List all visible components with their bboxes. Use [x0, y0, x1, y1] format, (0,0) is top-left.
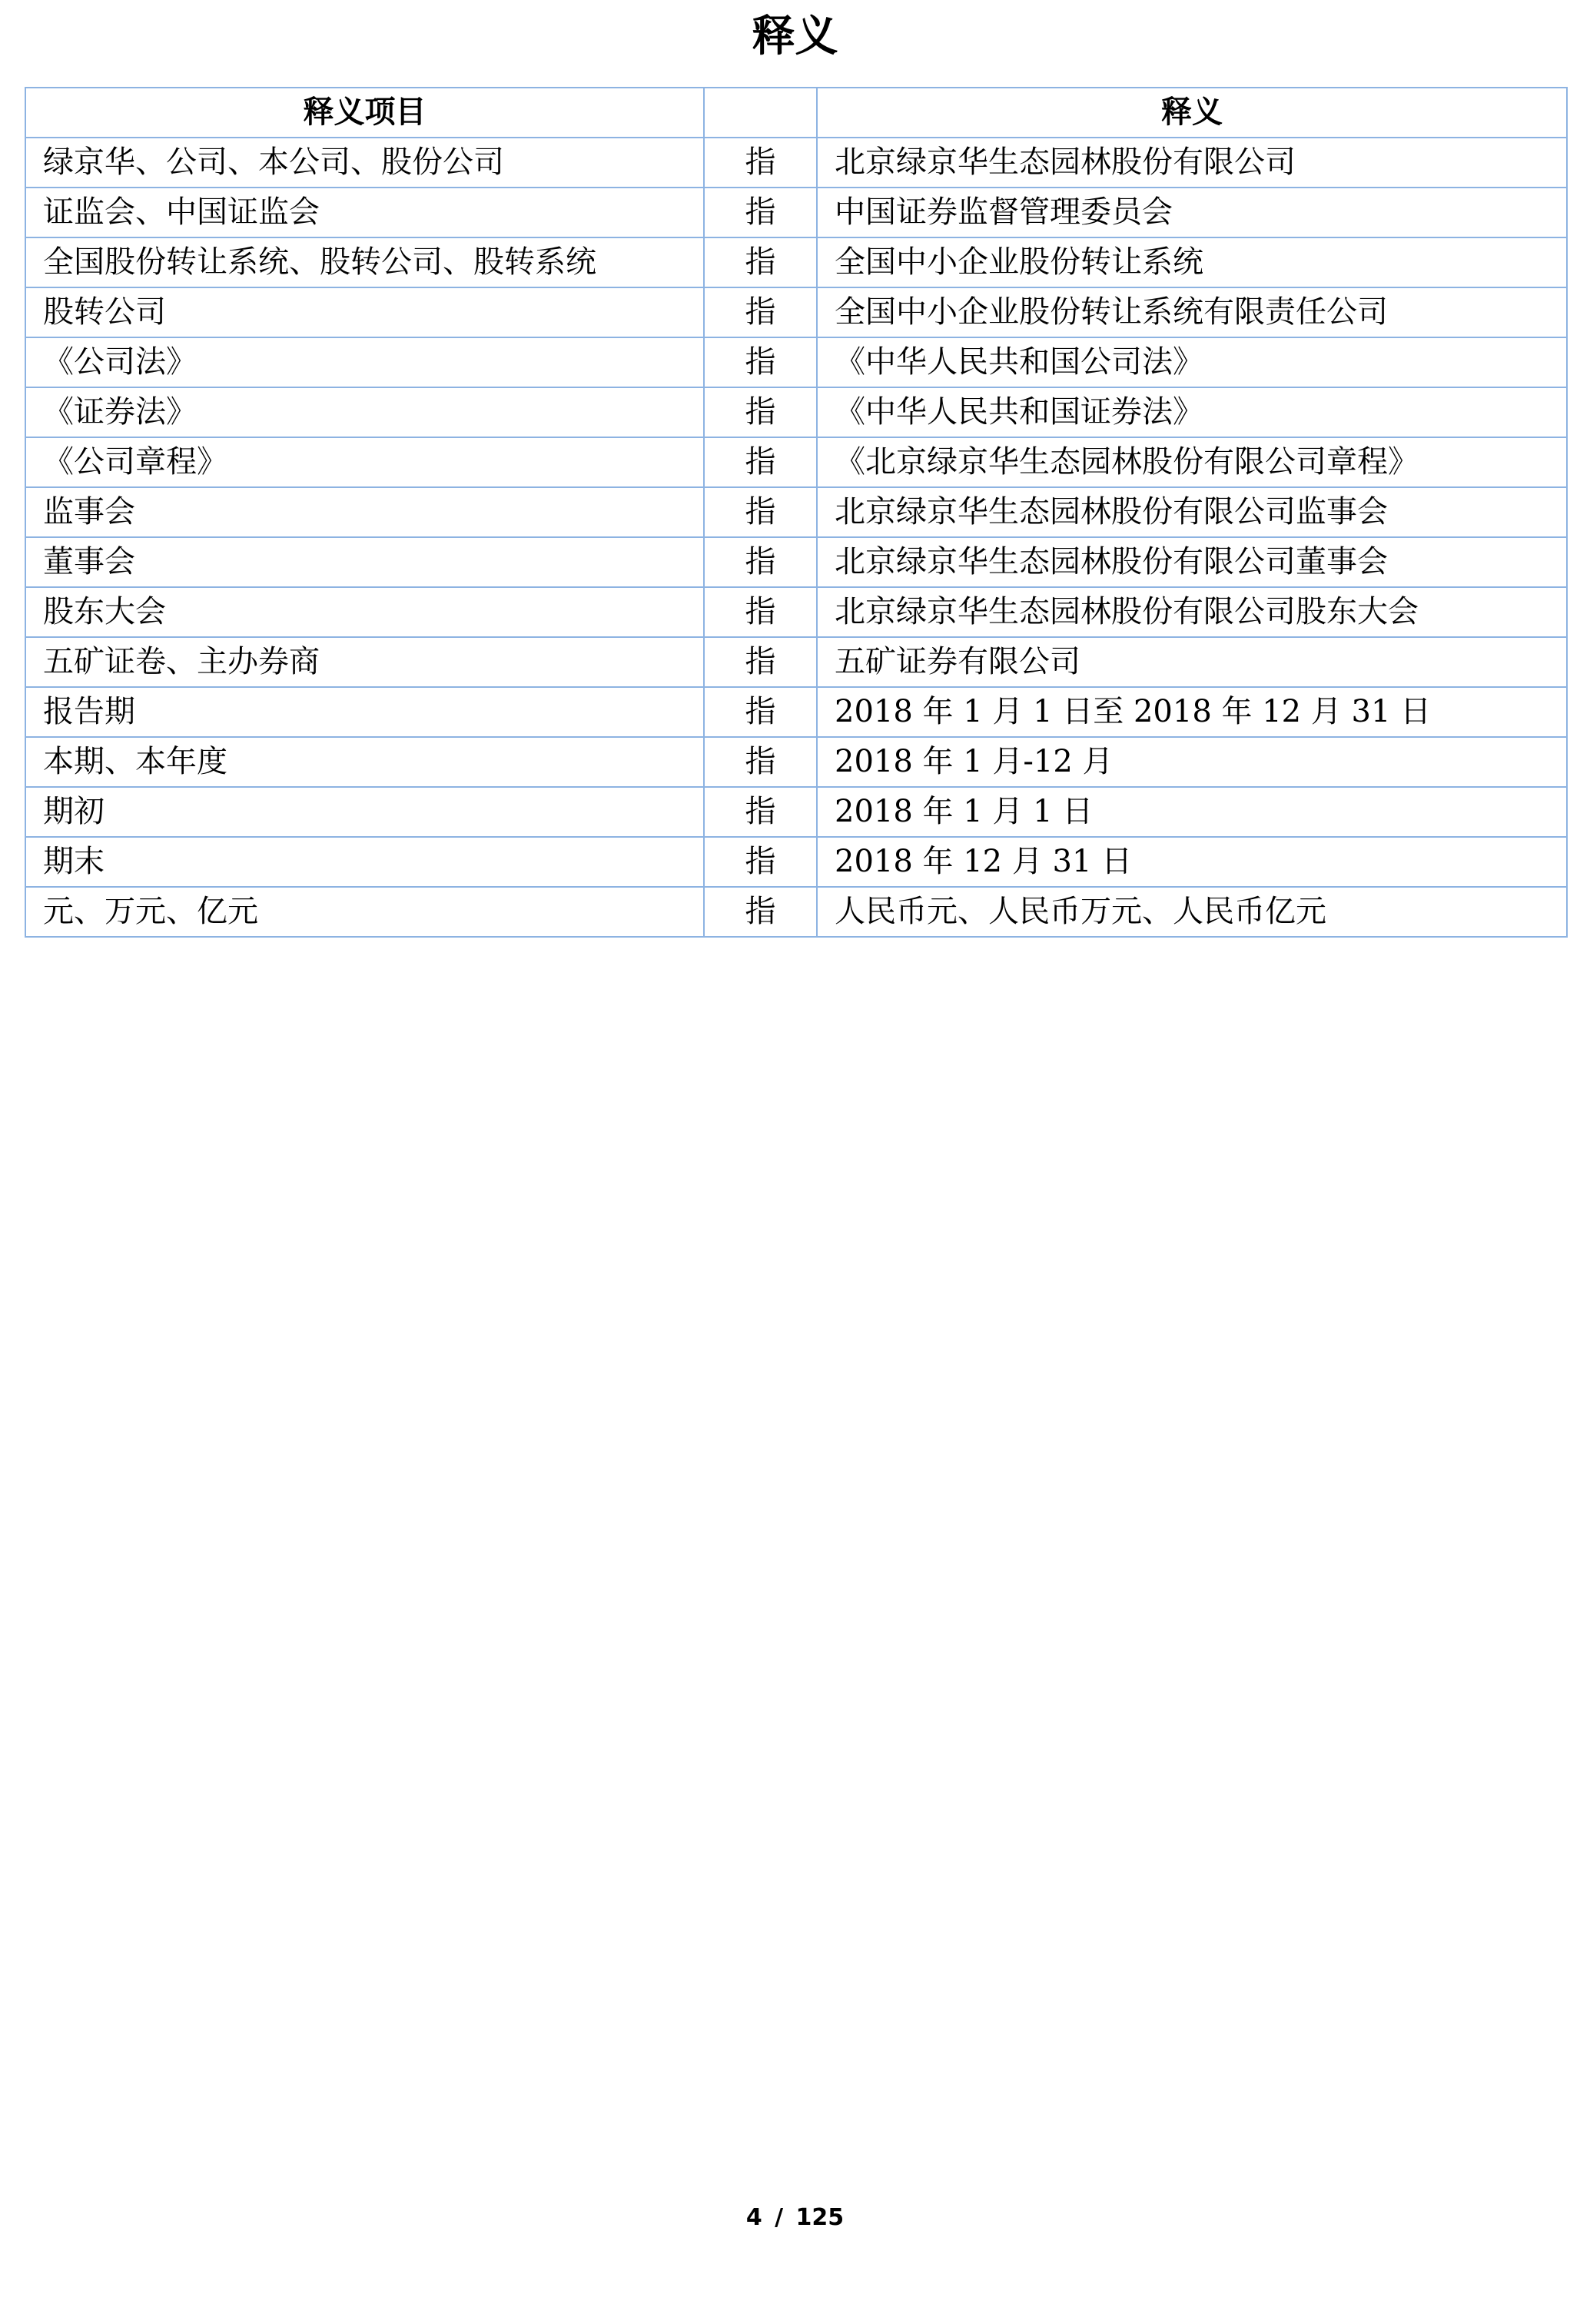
- term-cell: 证监会、中国证监会: [25, 188, 704, 237]
- table-row: [25, 537, 1567, 587]
- meaning-cell: 北京绿京华生态园林股份有限公司监事会: [817, 487, 1567, 537]
- term-cell: 《公司法》: [25, 337, 704, 387]
- refers-to-cell: 指: [704, 837, 817, 887]
- meaning-cell: 中国证券监督管理委员会: [817, 188, 1567, 237]
- meaning-cell: 《北京绿京华生态园林股份有限公司章程》: [817, 437, 1567, 487]
- table-row: [25, 687, 1567, 737]
- meaning-cell: 2018 年 1 月 1 日至 2018 年 12 月 31 日: [817, 687, 1567, 737]
- table-row: [25, 237, 1567, 287]
- table-header-row: [25, 88, 1567, 138]
- term-cell: 本期、本年度: [25, 737, 704, 787]
- table-row: [25, 787, 1567, 837]
- term-cell: 元、万元、亿元: [25, 887, 704, 937]
- table-row: [25, 387, 1567, 437]
- refers-to-cell: 指: [704, 337, 817, 387]
- table-row: [25, 337, 1567, 387]
- table-row: [25, 587, 1567, 637]
- table-row: [25, 437, 1567, 487]
- table-row: [25, 487, 1567, 537]
- table-row: [25, 287, 1567, 337]
- refers-to-cell: 指: [704, 437, 817, 487]
- meaning-cell: 人民币元、人民币万元、人民币亿元: [817, 887, 1567, 937]
- term-cell: 《公司章程》: [25, 437, 704, 487]
- refers-to-cell: 指: [704, 637, 817, 687]
- term-cell: 期末: [25, 837, 704, 887]
- refers-to-cell: 指: [704, 737, 817, 787]
- refers-to-cell: 指: [704, 787, 817, 837]
- table-row: [25, 737, 1567, 787]
- header-term: 释义项目: [25, 88, 704, 138]
- meaning-cell: 五矿证券有限公司: [817, 637, 1567, 687]
- meaning-cell: 《中华人民共和国公司法》: [817, 337, 1567, 387]
- refers-to-cell: 指: [704, 887, 817, 937]
- term-cell: 全国股份转让系统、股转公司、股转系统: [25, 237, 704, 287]
- refers-to-cell: 指: [704, 188, 817, 237]
- meaning-cell: 北京绿京华生态园林股份有限公司: [817, 138, 1567, 188]
- term-cell: 董事会: [25, 537, 704, 587]
- meaning-cell: 北京绿京华生态园林股份有限公司董事会: [817, 537, 1567, 587]
- refers-to-cell: 指: [704, 587, 817, 637]
- header-meaning: 释义: [817, 88, 1567, 138]
- table-row: [25, 887, 1567, 937]
- refers-to-cell: 指: [704, 537, 817, 587]
- meaning-cell: 全国中小企业股份转让系统: [817, 237, 1567, 287]
- term-cell: 五矿证卷、主办券商: [25, 637, 704, 687]
- meaning-cell: 《中华人民共和国证券法》: [817, 387, 1567, 437]
- refers-to-cell: 指: [704, 387, 817, 437]
- term-cell: 股转公司: [25, 287, 704, 337]
- refers-to-cell: 指: [704, 687, 817, 737]
- page-number: 4 / 125: [745, 2204, 845, 2231]
- header-blank: [704, 88, 817, 138]
- term-cell: 监事会: [25, 487, 704, 537]
- table-row: [25, 188, 1567, 237]
- page-title: 释义: [752, 12, 838, 61]
- refers-to-cell: 指: [704, 287, 817, 337]
- refers-to-cell: 指: [704, 138, 817, 188]
- meaning-cell: 全国中小企业股份转让系统有限责任公司: [817, 287, 1567, 337]
- table-row: [25, 837, 1567, 887]
- term-cell: 绿京华、公司、本公司、股份公司: [25, 138, 704, 188]
- term-cell: 期初: [25, 787, 704, 837]
- table-row: [25, 138, 1567, 188]
- meaning-cell: 2018 年 1 月-12 月: [817, 737, 1567, 787]
- definitions-table: [25, 87, 1568, 938]
- refers-to-cell: 指: [704, 237, 817, 287]
- term-cell: 报告期: [25, 687, 704, 737]
- term-cell: 股东大会: [25, 587, 704, 637]
- refers-to-cell: 指: [704, 487, 817, 537]
- meaning-cell: 2018 年 1 月 1 日: [817, 787, 1567, 837]
- meaning-cell: 2018 年 12 月 31 日: [817, 837, 1567, 887]
- meaning-cell: 北京绿京华生态园林股份有限公司股东大会: [817, 587, 1567, 637]
- table-row: [25, 637, 1567, 687]
- term-cell: 《证券法》: [25, 387, 704, 437]
